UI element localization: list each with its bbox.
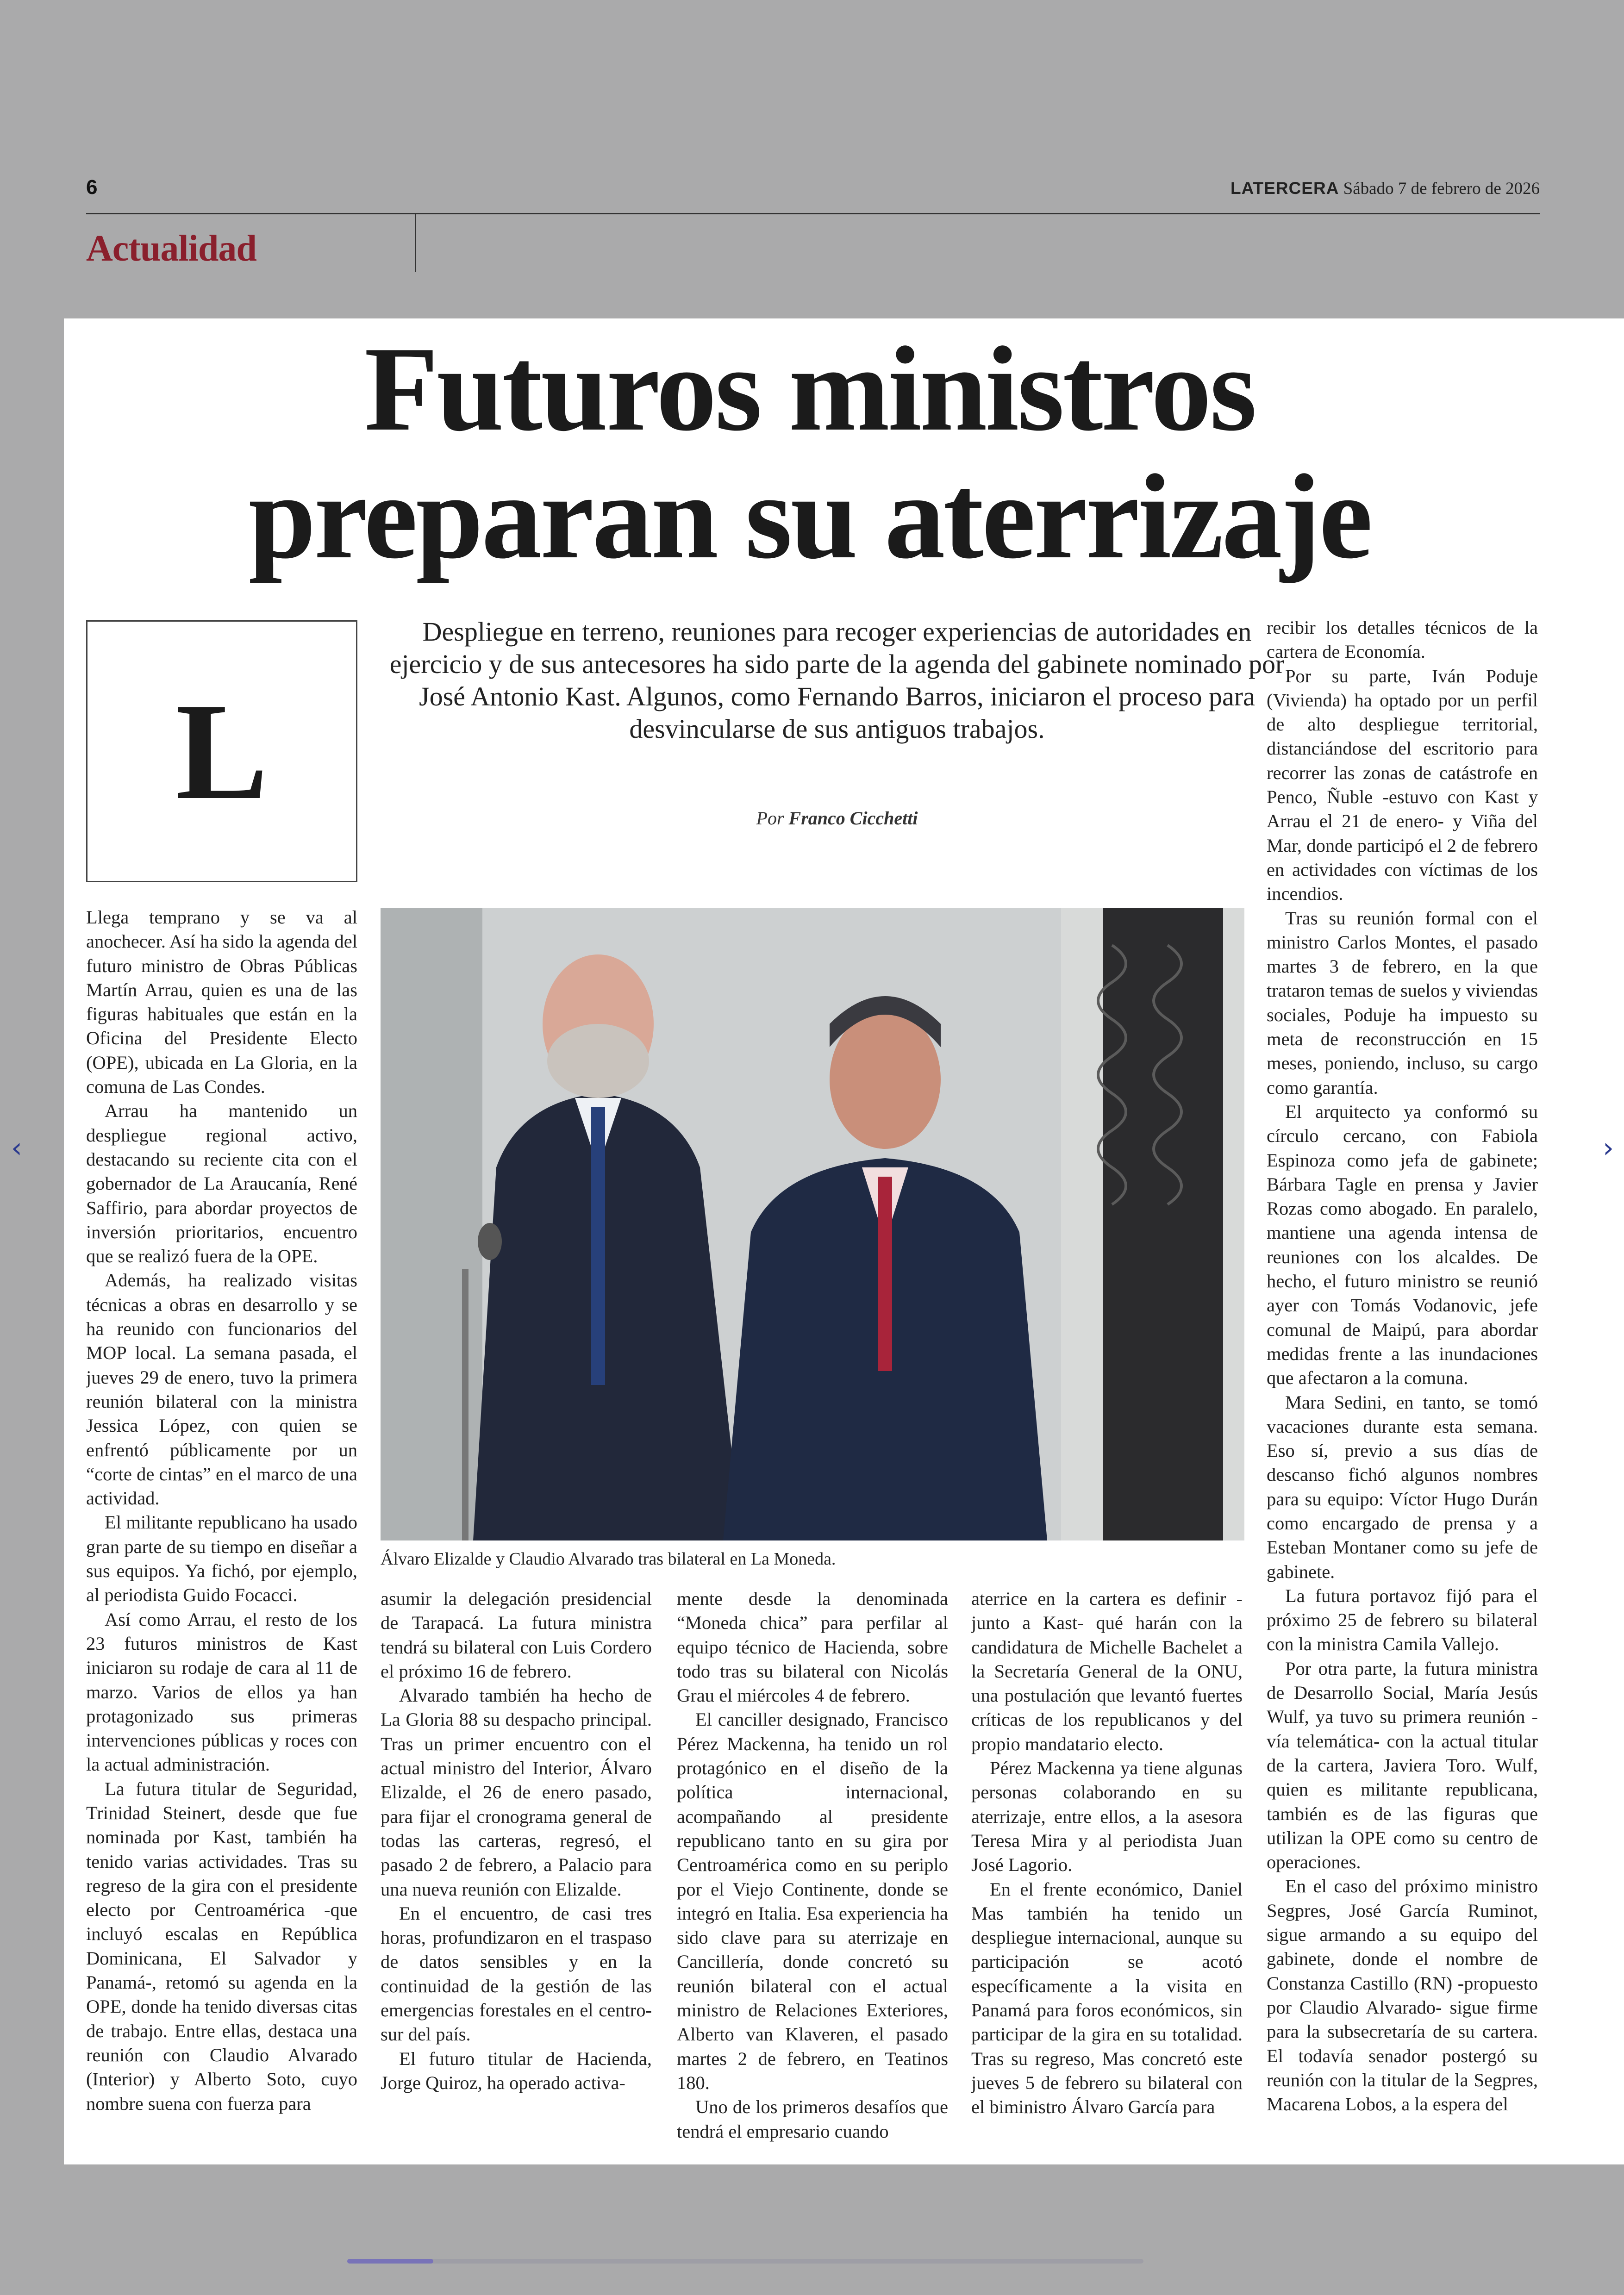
paragraph: Mara Sedini, en tanto, se tomó vacaciones durante esta semana. Eso sí, previo a sus días de descanso fichó algunos nombres para su equipo: Víctor Hugo Durán como encargado de prensa y a Esteban Montaner como su jefe de gabinete. <box>1267 1391 1538 1582</box>
paragraph: La futura portavoz fijó para el próximo 25 de febrero su bilateral con la ministra Camila Vallejo. <box>1267 1585 1538 1655</box>
chevron-left-icon[interactable]: ‹ <box>11 1132 22 1164</box>
article-column-1 <box>86 905 357 2146</box>
paragraph: asumir la delegación presidencial de Tarapacá. La futura ministra tendrá su bilateral con Luis Cordero el próximo 16 de febrero. <box>381 1588 652 1682</box>
paragraph: Así como Arrau, el resto de los 23 futuros ministros de Kast iniciaron su rodaje de cara al 11 de marzo. Varios de ellos ya han protagonizado sus primeras intervenciones públicas y roces con la actual administración. <box>86 1609 357 1775</box>
header-rule <box>86 213 1540 214</box>
article-column-4 <box>971 1587 1243 2146</box>
paragraph: Por otra parte, la futura ministra de Desarrollo Social, María Jesús Wulf, ya tuvo su primera reunión -vía telemática- con la actual titular de la cartera, Javiera Toro. Wulf, quien es militante republicana, también es de las figuras que utilizan la OPE como su centro de operaciones. <box>1267 1658 1538 1873</box>
paragraph: Llega temprano y se va al anochecer. Así ha sido la agenda del futuro ministro de Obras Públicas Martín Arrau, quien es una de las figuras habituales que están en la Oficina del Presidente Electo (OPE), ubicada en La Gloria, en la comuna de Las Condes. <box>86 907 357 1098</box>
paragraph: Por su parte, Iván Poduje (Vivienda) ha optado por un perfil de alto despliegue territorial, distanciándose del escritorio para recorrer las zonas de catástrofe en Penco, Ñuble -estuvo con Kast y Arrau el 21 de enero- y Viña del Mar, donde participó el 2 de febrero en actividades con víctimas de los incendios. <box>1267 665 1538 904</box>
masthead-date <box>1230 179 1540 199</box>
section-divider <box>415 214 416 272</box>
paragraph: El arquitecto ya conformó su círculo cercano, con Fabiola Espinoza como jefa de gabinete; Bárbara Tagle en prensa y Javier Rozas como abogado. En paralelo, mantiene una agenda intensa de reuniones con los alcaldes. De hecho, el futuro ministro se reunió ayer con Tomás Vodanovic, jefe comunal de Maipú, para abordar medidas frente a las inundaciones que afectaron a la comuna. <box>1267 1101 1538 1389</box>
paragraph: Arrau ha mantenido un despliegue regional activo, destacando su reciente cita con el gobernador de La Araucanía, René Saffirio, para abordar proyectos de inversión prioritarios, encuentro que se realizó fuera de la OPE. <box>86 1100 357 1267</box>
paragraph: El futuro titular de Hacienda, Jorge Quiroz, ha operado activa- <box>381 2048 652 2093</box>
article-column-2 <box>381 1587 652 2146</box>
paragraph: El canciller designado, Francisco Pérez Mackenna, ha tenido un rol protagónico en el diseño de la política internacional, acompañando al presidente republicano tanto en su gira por Centroamérica como en su periplo por el Viejo Continente, donde se integró en Italia. Esa experiencia ha sido clave para su aterrizaje en Cancillería, donde concretó su reunión bilateral con el actual ministro de Relaciones Exteriores, Alberto van Klaveren, el pasado martes 2 de febrero, en Teatinos 180. <box>677 1709 948 2093</box>
headline-line-1: Futuros ministros <box>364 322 1255 456</box>
photo-caption: Álvaro Elizalde y Claudio Alvarado tras bilateral en La Moneda. <box>381 1549 836 1569</box>
byline-prefix: Por <box>756 808 784 829</box>
dropcap-box <box>86 620 357 882</box>
dropcap-letter: L <box>175 674 269 828</box>
article-column-5 <box>1267 616 1538 2146</box>
paragraph: Alvarado también ha hecho de La Gloria 88 su despacho principal. Tras un primer encuentro con el actual ministro del Interior, Álvaro Elizalde, el 26 de enero pasado, para fijar el cronograma general de todas las carteras, regresó, el pasado 2 de febrero, a Palacio para una nueva reunión con Elizalde. <box>381 1685 652 1900</box>
headline-line-2: preparan su aterrizaje <box>248 449 1371 584</box>
paragraph: Además, ha realizado visitas técnicas a obras en desarrollo y se ha reunido con funcionarios del MOP local. La semana pasada, el jueves 29 de enero, tuvo la primera reunión bilateral con la ministra Jessica López, con quien se enfrentó públicamente por un “corte de cintas” en el marco de una actividad. <box>86 1270 357 1509</box>
paragraph: En el caso del próximo ministro Segpres, José García Ruminot, sigue armando a su equipo del gabinete, donde el nombre de Constanza Castillo (RN) -propuesto por Claudio Alvarado- sigue firme para la subsecretaría de su cartera. El todavía senador postergó su reunión con la titular de la Segpres, Macarena Lobos, a la espera del <box>1267 1876 1538 2115</box>
article-page <box>64 318 1624 2164</box>
paragraph: Tras su reunión formal con el ministro Carlos Montes, el pasado martes 3 de febrero, en la que trataron temas de suelos y viviendas sociales, Poduje ha impuesto su meta de reconstrucción en 15 meses, poniendo, incluso, su cargo como garantía. <box>1267 907 1538 1098</box>
paragraph: El militante republicano ha usado gran parte de su tiempo en diseñar a sus equipos. Ya fichó, por ejemplo, al periodista Guido Focacci. <box>86 1512 357 1606</box>
paragraph: aterrice en la cartera es definir -junto a Kast- qué harán con la candidatura de Michelle Bachelet a la Secretaría General de la ONU, una postulación que levantó fuertes críticas de los republicanos y del propio mandatario electo. <box>971 1588 1243 1754</box>
article-column-3 <box>677 1587 948 2146</box>
paragraph: Pérez Mackenna ya tiene algunas personas colaborando en su aterrizaje, entre ellos, a la asesora Teresa Mira y al periodista Juan José Lagorio. <box>971 1758 1243 1876</box>
headline <box>64 318 1555 584</box>
article-photo <box>381 908 1244 1540</box>
paragraph: En el encuentro, de casi tres horas, profundizaron en el traspaso de datos sensibles y en la continuidad de la gestión de las emergencias forestales en el centro-sur del país. <box>381 1902 652 2045</box>
paragraph: La futura titular de Seguridad, Trinidad Steinert, desde que fue nominada por Kast, también ha tenido varias actividades. Tras su regreso de la gira con el presidente electo por Centroamérica -que incluyó escalas en República Dominicana, El Salvador y Panamá-, retomó su agenda en la OPE, donde ha tenido diversas citas de trabajo. Entre ellas, destaca una reunión con Claudio Alvarado (Interior) y Alberto Soto, cuyo nombre suena con fuerza para <box>86 1778 357 2114</box>
byline-author: Franco Cicchetti <box>788 808 918 829</box>
paragraph: Uno de los primeros desafíos que tendrá el empresario cuando <box>677 2096 948 2142</box>
chevron-right-icon[interactable]: › <box>1603 1132 1614 1164</box>
page-scrollbar[interactable] <box>347 2259 1143 2264</box>
paragraph: En el frente económico, Daniel Mas también ha tenido un despliegue internacional, aunque su participación se acotó específicamente a la visita en Panamá para foros económicos, sin participar de la gira en su totalidad. Tras su regreso, Mas concretó este jueves 5 de febrero su bilateral con el biministro Álvaro García para <box>971 1878 1243 2118</box>
article-deck: Despliegue en terreno, reuniones para recoger experiencias de autoridades en ejercicio y de sus antecesores ha sido parte de la agenda del gabinete nominado por José Antonio Kast. Algunos, como Fernando Barros, iniciaron el proceso para desvincularse de sus antiguos trabajos. <box>389 617 1285 744</box>
section-label: Actualidad <box>86 228 256 269</box>
photo-illustration <box>381 908 1244 1540</box>
scrollbar-thumb[interactable] <box>347 2259 433 2264</box>
paragraph: mente desde la denominada “Moneda chica” para perfilar al equipo técnico de Hacienda, sobre todo tras su bilateral con Nicolás Grau el miércoles 4 de febrero. <box>677 1588 948 1706</box>
issue-date: Sábado 7 de febrero de 2026 <box>1343 179 1540 198</box>
brand-name: LATERCERA <box>1230 179 1339 198</box>
paragraph: recibir los detalles técnicos de la cartera de Economía. <box>1267 617 1538 662</box>
byline <box>383 807 1291 829</box>
page-number: 6 <box>86 176 98 199</box>
